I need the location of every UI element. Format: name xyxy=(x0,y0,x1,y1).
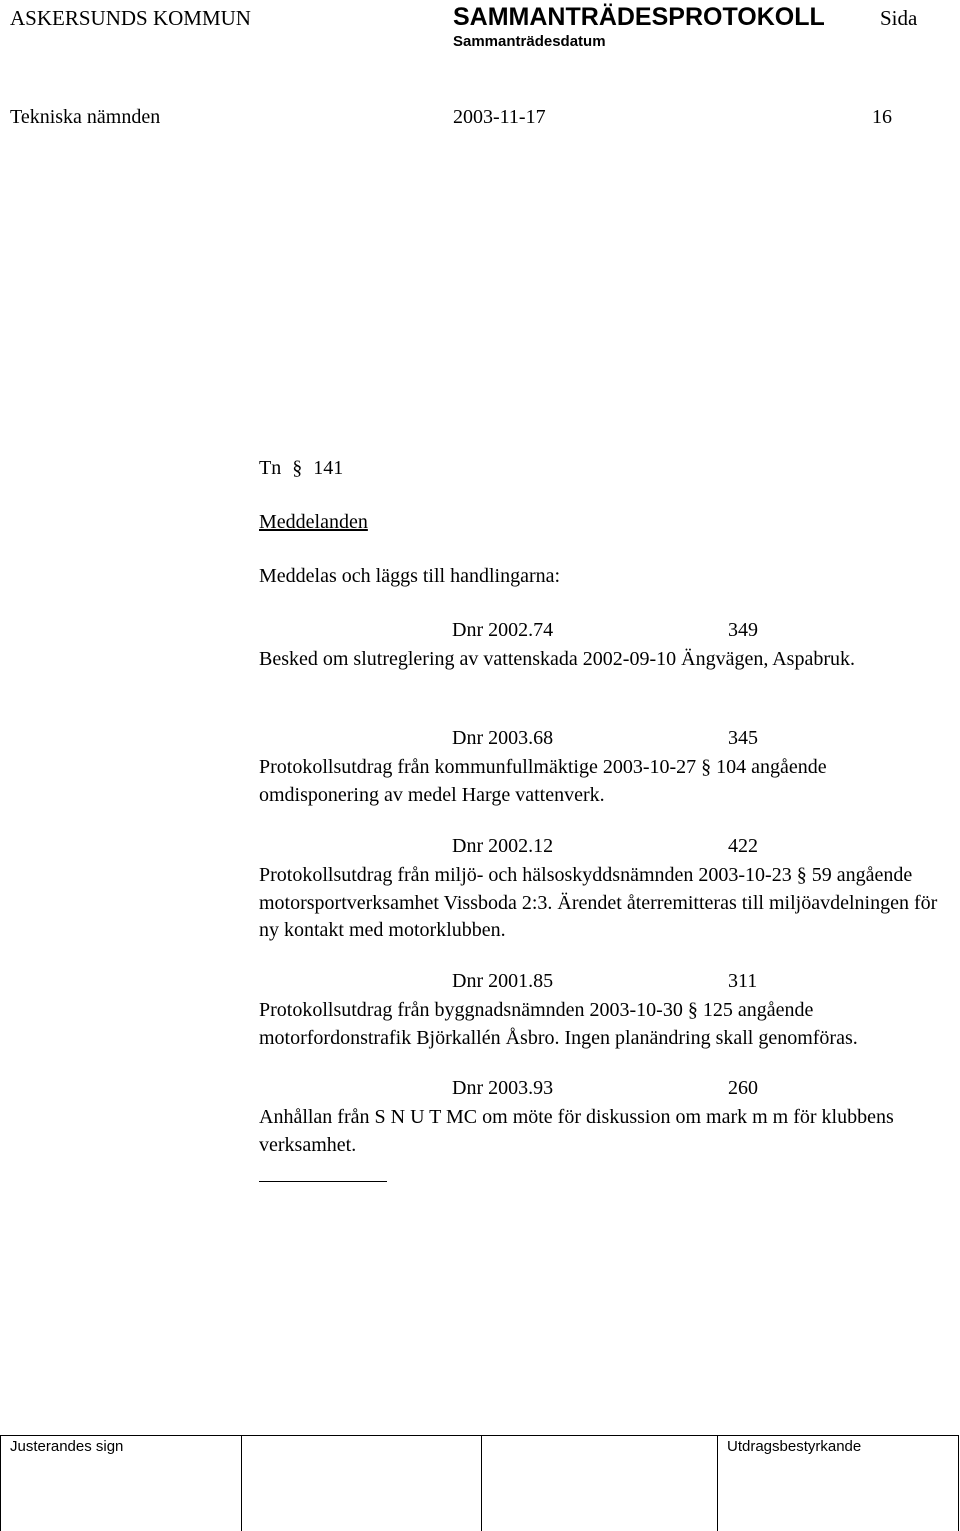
section-title: Meddelanden xyxy=(259,511,368,533)
signature-table xyxy=(0,1435,959,1531)
dnr-number: Dnr 2002.12 xyxy=(452,835,554,857)
section-intro: Meddelas och läggs till handlingarna: xyxy=(259,565,561,587)
list-item xyxy=(259,727,959,809)
dnr-number: Dnr 2003.68 xyxy=(452,727,554,749)
item-text: Protokollsutdrag från byggnadsnämnden 2003-10-30 § 125 angående motorfordonstrafik Björkallén Åsbro. Ingen planändring skall genomföras. xyxy=(259,999,858,1049)
signature-cell xyxy=(242,1436,482,1531)
utdrag-label: Utdragsbestyrkande xyxy=(727,1438,862,1455)
list-item xyxy=(259,835,959,945)
section-number xyxy=(259,457,343,480)
item-text: Anhållan från S N U T MC om möte för diskussion om mark m m för klubbens verksamhet. xyxy=(259,1106,894,1156)
reference-number: 349 xyxy=(728,619,758,641)
list-item xyxy=(259,619,959,674)
dnr-number: Dnr 2003.93 xyxy=(452,1077,554,1099)
justerandes-cell xyxy=(1,1436,242,1531)
utdrag-cell xyxy=(718,1436,959,1531)
reference-number: 311 xyxy=(728,970,758,992)
dnr-number: Dnr 2002.74 xyxy=(452,619,554,641)
section-symbol: § xyxy=(292,457,303,479)
closing-rule xyxy=(259,1181,387,1182)
page-number: 16 xyxy=(872,106,892,128)
reference-number: 260 xyxy=(728,1077,758,1099)
document-type: SAMMANTRÄDESPROTOKOLL xyxy=(453,3,825,31)
section-num: 141 xyxy=(313,457,344,479)
date-label: Sammanträdesdatum xyxy=(453,33,606,50)
reference-number: 422 xyxy=(728,835,758,857)
municipality-name: ASKERSUNDS KOMMUN xyxy=(10,6,251,30)
signature-cell xyxy=(482,1436,718,1531)
item-text: Protokollsutdrag från kommunfullmäktige 2003-10-27 § 104 angående omdisponering av medel Harge vattenverk. xyxy=(259,756,827,806)
committee-name: Tekniska nämnden xyxy=(10,106,161,128)
section-prefix: Tn xyxy=(259,457,282,479)
item-text: Besked om slutreglering av vattenskada 2002-09-10 Ängvägen, Aspabruk. xyxy=(259,648,855,670)
justerandes-label: Justerandes sign xyxy=(10,1438,124,1455)
list-item xyxy=(259,1077,959,1159)
page-label: Sida xyxy=(880,6,918,30)
list-item xyxy=(259,970,959,1052)
reference-number: 345 xyxy=(728,727,758,749)
meeting-date: 2003-11-17 xyxy=(453,106,546,128)
dnr-number: Dnr 2001.85 xyxy=(452,970,554,992)
item-text: Protokollsutdrag från miljö- och hälsoskyddsnämnden 2003-10-23 § 59 angående motorsportverksamhet Vissboda 2:3. Ärendet återremitteras till miljöavdelningen för ny kontakt med motorklubben. xyxy=(259,864,938,941)
